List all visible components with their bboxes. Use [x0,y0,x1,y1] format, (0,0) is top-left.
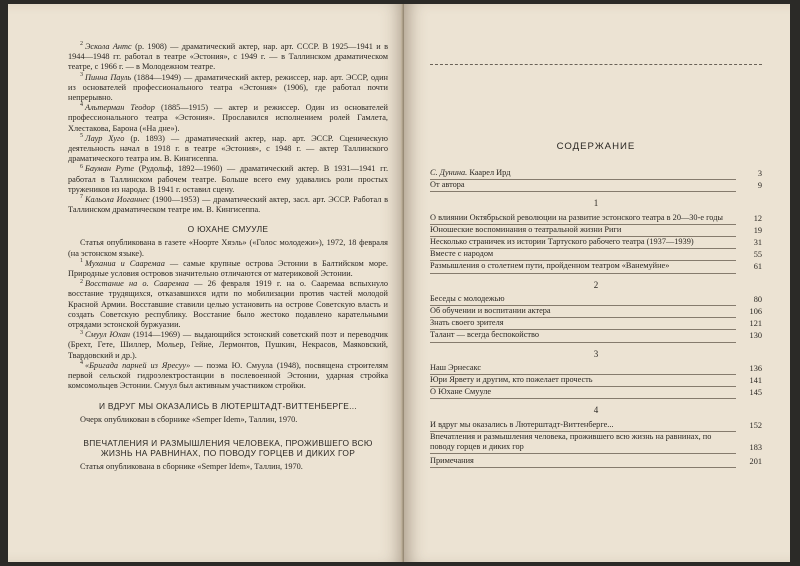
toc-entry-page: 19 [753,225,762,235]
toc-entry [430,249,762,261]
toc-entry-title-text: Юри Ярвету и другим, кто пожелает прочесть [430,375,593,385]
toc-entry-title-text: От автора [430,180,465,190]
toc-entry-title [430,363,736,375]
toc-entry [430,213,762,225]
footnote-text: — поэма Ю. Смуула (1948), посвящена строителям первой сельской гидроэлектростанции в послевоенной Эстонии, ударная стройка комсомольцев Эстонии. Смуул был активным участником стройки. [68,360,389,391]
footnote-text: (1900—1953) — драматический актер, засл. арт. ЭССР. Работал в Таллинском драматическом театре им. В. Кингисеппа. [68,195,389,215]
footnote-number: 3 [80,71,83,78]
footnote-number: 5 [80,133,83,140]
table-of-contents [430,168,762,468]
toc-entry-title-text: О влиянии Октябрьской революции на развитие эстонского театра в 20—30-е годы [430,212,723,222]
toc-entry-page: 12 [753,213,762,223]
section-heading-smuul: О ЮХАНЕ СМУУЛЕ [187,224,269,235]
footnote [68,134,388,165]
toc-entry-page: 106 [749,307,762,317]
left-page [8,4,404,562]
toc-entry-title-text: Примечания [430,456,474,466]
footnote [68,42,388,73]
footnote-text: (р. 1893) — драматический актер, нар. арт. ЭССР. Сценическую деятельность начал в 1918 г. в театре «Эстония», с 1948 г. — актер Таллинского драматического театра им. В. Кингисеппа. [68,133,388,164]
footnote-text: (Рудольф, 1892—1960) — драматический актер. В 1931—1941 гг. работал в Таллинском рабочем театре. Больше всего ему удавались роли простых тружеников из народа. В 1941 г. оставил сцену. [68,164,389,194]
toc-entry-title-text: Размышления о столетнем пути, пройденном театром «Ванемуйне» [430,261,670,271]
notes-block-2 [68,259,388,392]
top-dashed-rule [430,64,762,65]
notes-block-1 [68,42,388,215]
footnote-number: 7 [80,194,83,201]
toc-entry-title [430,375,736,387]
footnote [68,361,388,392]
footnote-number: 4 [80,102,83,109]
footnote-name: Смуул Юхан [85,330,130,340]
toc-entry-title-text: Талант — всегда беспокойство [430,330,540,340]
toc-entry-title-text: Беседы с молодежью [430,293,505,303]
toc-entry-page: 141 [749,376,762,386]
footnote-name: Бауман Руте [85,164,135,174]
toc-entry-page: 31 [753,238,762,248]
footnote-name: Кальола Иоганнес [85,195,150,205]
toc-entry-page: 130 [749,331,762,341]
toc-entry-title [430,306,736,318]
toc-entry-title [430,294,736,306]
toc-entry [430,225,762,237]
footnote-name: Восстание на о. Сааремаа [85,279,189,289]
footnote-text: — самые крупные острова Эстонии в Балтийском море. Природные условия островов значительно отличаются от материковой Эстонии. [68,258,389,279]
footnote [68,103,388,134]
toc-entry [430,456,762,468]
toc-entry-title-text: О Юхане Смууле [430,387,492,397]
toc-entry-title [430,168,736,180]
toc-entry [430,387,762,399]
section-para-wittenberg: Очерк опубликован в сборнике «Semper Idem», Таллин, 1970. [80,414,298,424]
footnote-text: (1885—1915) — актер и режиссер. Один из основателей профессионального театра «Эстония». Прославился исполнением ролей Гамлета, Хлестакова, Барона («На дне»). [68,103,388,133]
footnote [68,195,388,215]
toc-entry [430,375,762,387]
toc-entry-title-text: Впечатления и размышления человека, прожившего всю жизнь на равнинах, по поводу горцев и диких гор [430,431,712,452]
toc-entry [430,237,762,249]
toc-entry-page: 201 [749,457,762,467]
toc-entry-title [430,237,736,249]
right-page [404,4,790,562]
section-para-smuul: Статья опубликована в газете «Ноорте Хяэль» («Голос молодежи»), 1972, 18 февраля (на эстонском языке). [68,238,388,258]
toc-entry-title [430,261,736,273]
footnote [68,330,388,361]
footnote [68,259,388,279]
toc-entry-page: 145 [749,388,762,398]
toc-entry-title [430,180,736,192]
footnote [68,164,388,195]
toc-part-number: 2 [593,279,599,290]
toc-entry-page: 121 [749,319,762,329]
toc-entry-title-text: Знать своего зрителя [430,318,504,328]
footnote-text: (р. 1908) — драматический актер, нар. арт. СССР. В 1925—1941 и в 1944—1948 гг. работал в театре «Эстония», с 1949 г. — в Таллинском драматическом театре, с 1966 г. — в Молодежном театре. [68,42,388,72]
toc-entry [430,294,762,306]
footnote [68,73,388,104]
toc-entry-title-text: Наш Эрнесакс [430,362,482,372]
toc-entry-page: 3 [757,169,762,178]
toc-entry [430,261,762,273]
toc-entry-title [430,213,736,225]
toc-entry-title-text: Юношеские воспоминания о театральной жизни Риги [430,224,622,234]
toc-entry-page: 80 [753,294,762,304]
toc-entry-title-text: Вместе с народом [430,249,494,259]
footnote-name: Лаур Хуго [85,133,125,143]
toc-part-number: 4 [593,405,599,416]
toc-entry [430,432,762,454]
toc-entry-page: 55 [753,250,762,260]
section-heading-wittenberg: И ВДРУГ МЫ ОКАЗАЛИСЬ В ЛЮТЕРШТАДТ-ВИТТЕНБЕРГЕ... [98,400,358,411]
toc-entry-title [430,330,736,342]
footnote-number: 3 [80,329,83,336]
toc-entry-title [430,318,736,330]
footnote-text: (1914—1969) — выдающийся эстонский советский поэт и переводчик (Брехт, Гете, Шиллер, Мольер, Гейне, Лермонтов, Пушкин, Некрасов, Маяковский, Твардовский и др.). [68,330,388,360]
toc-entry [430,420,762,432]
toc-entry-title [430,420,736,432]
toc-entry-title-text: Каарел Ирд [469,168,511,177]
toc-entry [430,180,762,192]
toc-entry-page: 183 [749,443,762,453]
section-para-mountains: Статья опубликована в сборнике «Semper Idem», Таллин, 1970. [80,461,303,471]
toc-entry-author: С. Дунина. [430,168,468,177]
toc-entry-title [430,432,736,454]
toc-entry [430,306,762,318]
footnote-name: Пинна Пауль [85,72,132,82]
toc-part-number: 3 [593,348,599,359]
toc-entry-page: 152 [749,420,762,430]
toc-entry-title [430,456,736,468]
toc-entry-title-text: И вдруг мы оказались в Лютерштадт-Виттенберге... [430,419,614,429]
footnote-name: Эскола Антс [85,42,132,51]
footnote [68,279,388,330]
footnote-name: «Бригада парней из Яресуу» [85,360,191,370]
toc-entry-title [430,249,736,261]
footnote-text: — 26 февраля 1919 г. на о. Сааремаа вспыхнуло восстание трудящихся, отказавшихся идти по мобилизации против частей молодой Красной Армии. Восставшие ставили целью установить на острове Советскую власть и создать Советскую республику. Восстание было жестоко подавлено карательными отрядами эстонской буржуазии. [68,279,388,330]
toc-title: СОДЕРЖАНИЕ [556,141,636,152]
footnote-name: Альтерман Теодор [85,103,155,113]
footnote-number: 1 [80,258,83,265]
toc-part-number: 1 [593,198,599,209]
toc-entry-title [430,225,736,237]
toc-entry-title [430,387,736,399]
toc-entry-page: 136 [749,363,762,373]
toc-entry-title-text: Несколько страничек из истории Тартуского рабочего театра (1937—1939) [430,237,694,247]
section-heading-mountains: ВПЕЧАТЛЕНИЯ И РАЗМЫШЛЕНИЯ ЧЕЛОВЕКА, ПРОЖИВШЕГО ВСЮ ЖИЗНЬ НА РАВНИНАХ, ПО ПОВОДУ ГОРЦЕВ И ДИКИХ ГОР [83,437,373,458]
left-page-text [68,42,388,472]
toc-entry [430,363,762,375]
toc-entry [430,168,762,180]
toc-entry [430,318,762,330]
footnote-number: 4 [80,360,83,367]
footnote-text: (1884—1949) — драматический актер, режиссер, нар. арт. ЭССР, один из основателей профессионального театра «Эстония» (1906), где работал почти непрерывно. [68,72,388,103]
toc-entry-page: 61 [753,262,762,272]
toc-entry [430,330,762,342]
toc-entry-page: 9 [757,181,762,191]
toc-entry-title-text: Об обучении и воспитании актера [430,306,551,316]
footnote-number: 6 [80,163,83,170]
footnote-number: 2 [80,278,83,285]
footnote-name: Муханиа и Сааремаа [85,258,165,268]
footnote-number: 2 [80,41,83,48]
